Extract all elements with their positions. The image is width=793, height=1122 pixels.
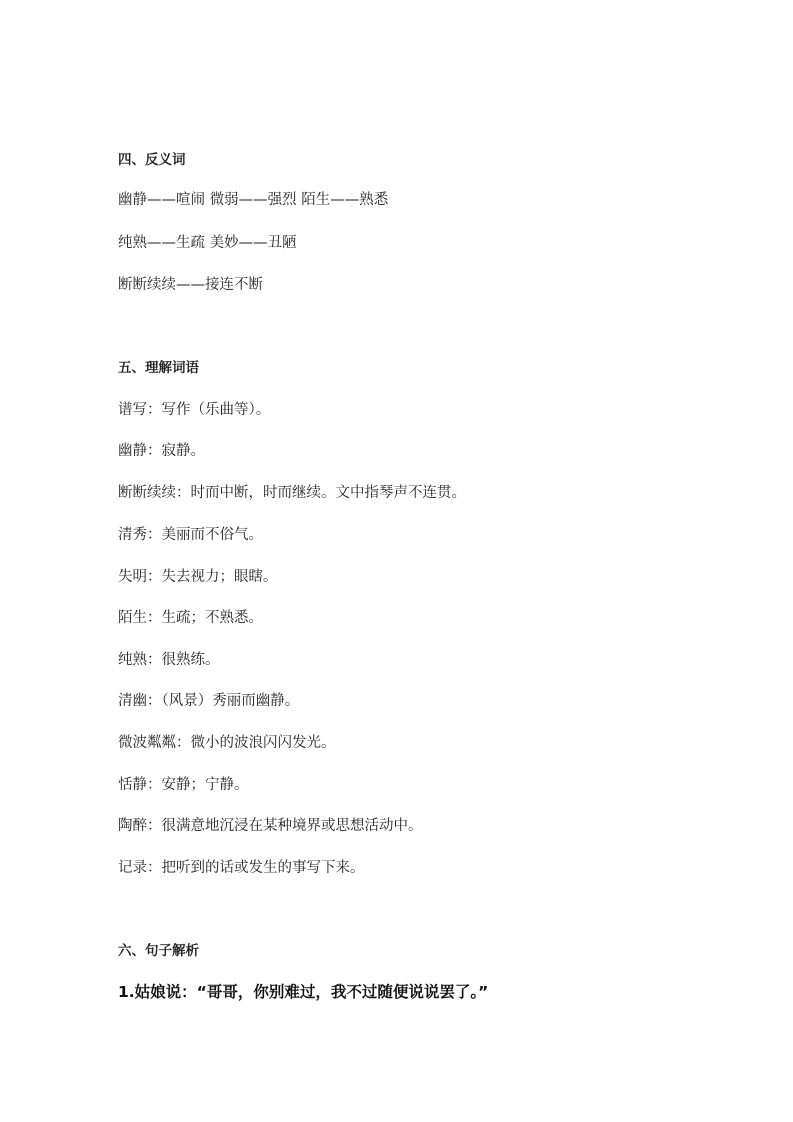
definition-line: 陶醉：很满意地沉浸在某种境界或思想活动中。: [118, 818, 423, 834]
sentence-analysis-item-1: 1.姑娘说：“哥哥，你别难过，我不过随便说说罢了。”: [118, 983, 489, 1001]
definition-line: 清幽：（风景）秀丽而幽静。: [118, 693, 300, 709]
definition-line: 纯熟：很熟练。: [118, 652, 220, 668]
antonym-line-3: 断断续续——接连不断: [118, 277, 263, 293]
definition-line: 恬静：安静；宁静。: [118, 777, 249, 793]
definition-line: 微波粼粼：微小的波浪闪闪发光。: [118, 735, 336, 751]
section-heading-sentence-analysis: 六、句子解析: [118, 943, 199, 959]
definition-line: 谱写：写作（乐曲等）。: [118, 402, 271, 418]
definition-line: 记录：把听到的话或发生的事写下来。: [118, 860, 365, 876]
antonym-line-1: 幽静——喧闹 微弱——强烈 陌生——熟悉: [118, 192, 389, 208]
definition-line: 断断续续：时而中断，时而继续。文中指琴声不连贯。: [118, 485, 466, 501]
definition-line: 清秀：美丽而不俗气。: [118, 527, 263, 543]
section-heading-antonyms: 四、反义词: [118, 152, 186, 168]
definition-line: 幽静：寂静。: [118, 443, 205, 459]
definition-line: 陌生：生疏；不熟悉。: [118, 610, 263, 626]
definition-line: 失明：失去视力；眼瞎。: [118, 569, 278, 585]
antonym-line-2: 纯熟——生疏 美妙——丑陋: [118, 235, 297, 251]
section-heading-word-meanings: 五、理解词语: [118, 360, 199, 376]
